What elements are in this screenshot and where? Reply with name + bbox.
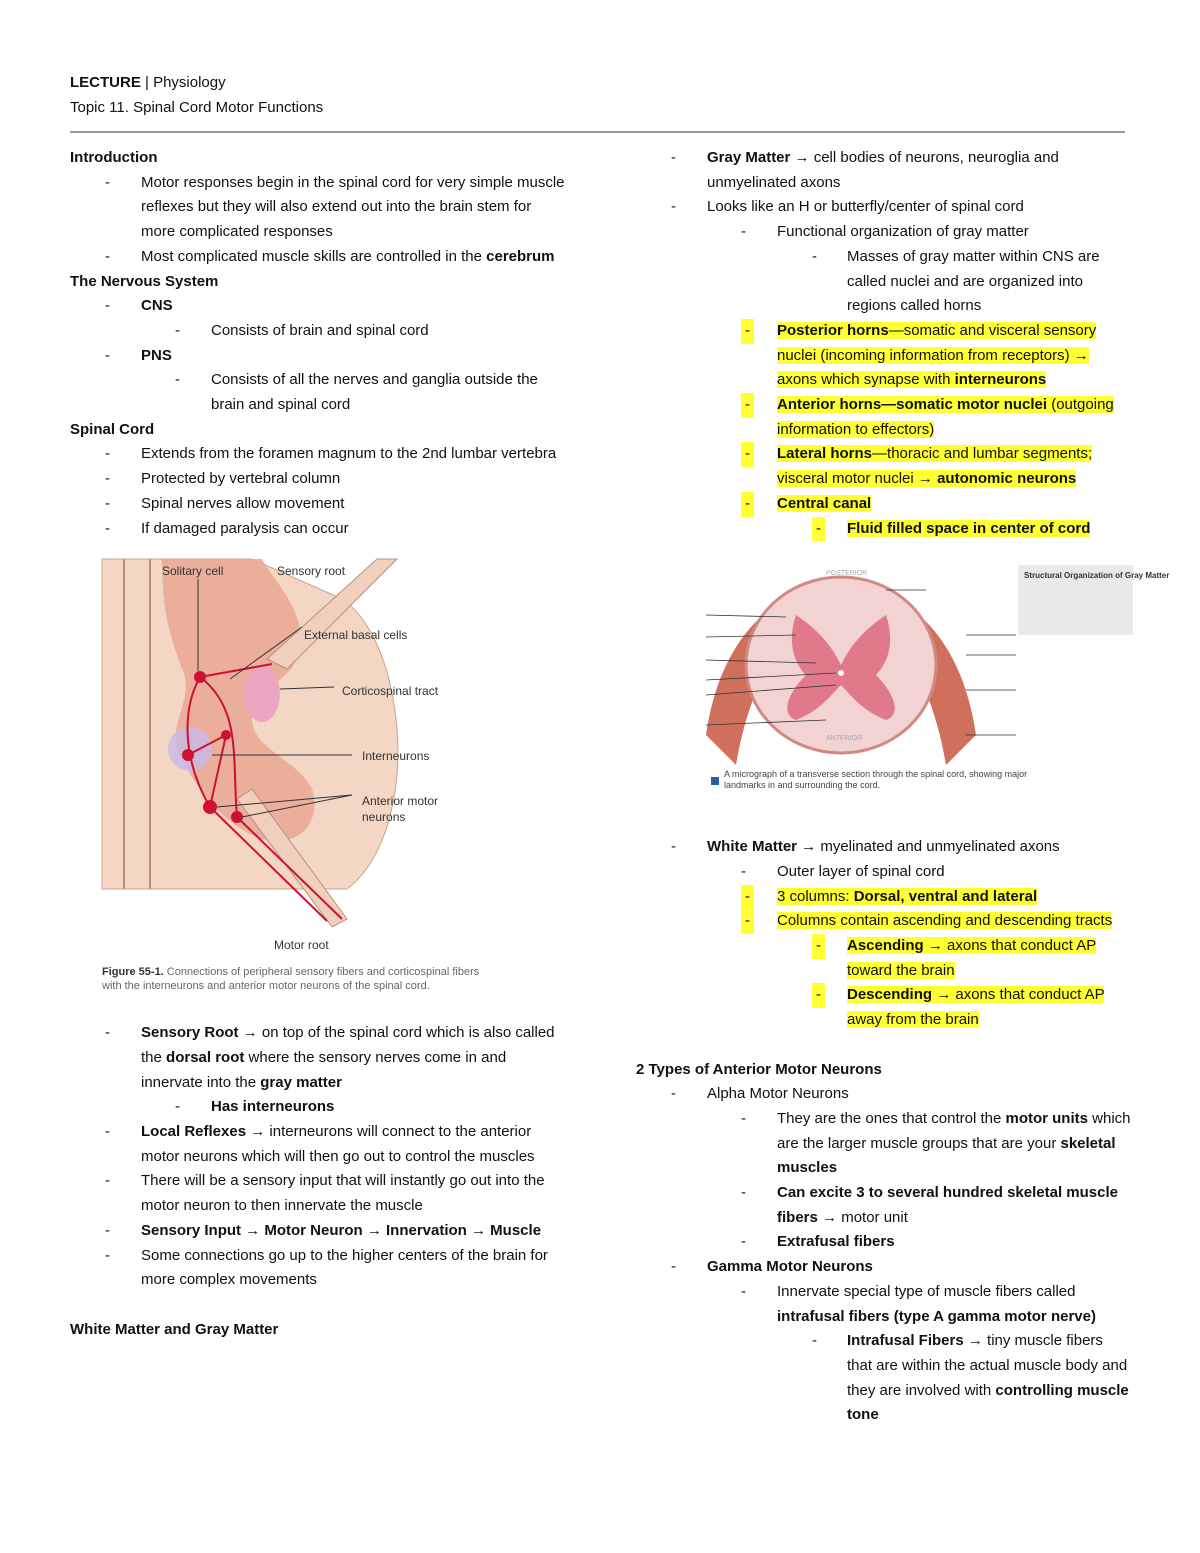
spinal-cord-figure <box>102 559 502 1029</box>
list-item: Central canal <box>777 494 872 512</box>
label-corticospinal: Corticospinal tract <box>342 684 439 699</box>
list-item: Most complicated muscle skills are controlled in the cerebrum <box>141 247 555 265</box>
right-column: - Gray Matter → cell bodies of neurons, neuroglia and unmyelinated axons - Looks like an H or butterfly/center of spinal cord - Functional organization of gray matter - Masses of gray matter within CNS are called nuclei and are organized into regions called horns - Posterior horns—somatic and visceral sensory nuclei (incoming information from receptors) → axons which synapse with interneurons - Anterior horns—somatic motor nuclei (outgoing information to effectors) - Lateral horns—thoracic and lumbar segments; visceral motor nuclei → autonomic neurons - Central canal - Fluid filled space in center of cord Structural Organization of Gray Matter POSTERIOR ANTERIOR A micrograph of a transverse section through the spinal cord, showing major landmarks in and surrounding the cord. - White Matter → myelinated and unmyelinated axons - Outer layer of spinal cord - 3 columns: Dorsal, ventral and lateral - Columns contain ascending and descending tracts - Ascending → axons that conduct AP toward the brain - Descending → axons that conduct AP away from the brain 2 Types of Anterior Motor Neurons - Alpha Motor Neurons - They are the ones that control the motor units which are the larger muscle groups that are your skeletal muscles - Can excite 3 to several hundred skeletal muscle fibers → motor unit - Extrafusal fibers - Gamma Motor Neurons - Innervate special type of muscle fibers called intrafusal fibers (type A gamma motor nerve) - Intrafusal Fibers → tiny muscle fibers that are within the actual muscle body and they are involved with controlling muscle tone <box>636 146 1131 1428</box>
list-item: CNS <box>141 297 173 315</box>
lecture-label: LECTURE <box>70 74 141 91</box>
list-item: Extrafusal fibers <box>777 1233 895 1251</box>
list-item: Outer layer of spinal cord <box>777 862 945 880</box>
list-item: Descending → axons that conduct AP away from the brain <box>847 986 1105 1029</box>
list-item: Local Reflexes → interneurons will connect to the anterior motor neurons which will then go out to control the muscles <box>141 1123 535 1165</box>
list-item: Gamma Motor Neurons <box>707 1258 873 1276</box>
label-external-basal: External basal cells <box>304 628 408 643</box>
list-item: Functional organization of gray matter <box>777 223 1029 241</box>
list-item: Sensory Input → Motor Neuron → Innervation → Muscle <box>141 1221 542 1239</box>
micrograph-caption: A micrograph of a transverse section through the spinal cord, showing major landmarks in and surrounding the cord. <box>724 769 1028 791</box>
list-item: Protected by vertebral column <box>141 470 341 488</box>
spinal-cord-diagram <box>102 559 502 999</box>
list-item: Sensory Root → on top of the spinal cord which is also called the dorsal root where the sensory nerves come in and innervate into the gray matter <box>141 1024 555 1091</box>
list-item: Anterior horns—somatic motor nuclei (outgoing information to effectors) <box>777 396 1114 438</box>
section-heading: 2 Types of Anterior Motor Neurons <box>636 1060 882 1078</box>
list-item: Some connections go up to the higher centers of the brain for more complex movements <box>141 1246 548 1289</box>
list-item: Columns contain ascending and descending tracts <box>777 912 1113 930</box>
section-heading: Introduction <box>70 149 158 166</box>
box-title: Structural Organization of Gray Matter <box>1024 571 1170 581</box>
figure-caption: Figure 55-1. Connections of peripheral sensory fibers and corticospinal fibers with the interneurons and anterior motor neurons of the spinal cord. <box>102 966 480 993</box>
label-solitary-cell: Solitary cell <box>162 564 224 579</box>
list-item: Extends from the foramen magnum to the 2nd lumbar vertebra <box>141 445 557 463</box>
section-heading: Spinal Cord <box>70 420 155 438</box>
list-item: Intrafusal Fibers → tiny muscle fibers that are within the actual muscle body and they are involved with controlling muscle tone <box>847 1332 1129 1424</box>
list-item: Has interneurons <box>211 1098 335 1116</box>
section-heading: White Matter and Gray Matter <box>70 1320 279 1338</box>
label-neurons: neurons <box>362 810 406 825</box>
list-item: White Matter → myelinated and unmyelinated axons <box>707 838 1060 856</box>
list-item: Ascending → axons that conduct AP toward the brain <box>847 937 1097 979</box>
page-header: LECTURE | Physiology Topic 11. Spinal Cord Motor Functions <box>70 70 323 120</box>
list-item: There will be a sensory input that will instantly go out into the motor neuron to then innervate the muscle <box>141 1172 545 1215</box>
label-anterior: ANTERIOR <box>826 735 863 743</box>
list-item: Alpha Motor Neurons <box>707 1085 849 1103</box>
list-item: Can excite 3 to several hundred skeletal muscle fibers → motor unit <box>777 1184 1118 1226</box>
list-item: Gray Matter → cell bodies of neurons, neuroglia and unmyelinated axons <box>707 149 1059 191</box>
label-sensory-root: Sensory root <box>277 564 346 579</box>
list-item: 3 columns: Dorsal, ventral and lateral <box>777 887 1038 905</box>
label-posterior: POSTERIOR <box>826 570 868 578</box>
list-item: Fluid filled space in center of cord <box>847 519 1091 537</box>
topic-title: Topic 11. Spinal Cord Motor Functions <box>70 99 324 116</box>
header-rule <box>70 131 1125 133</box>
list-item: Innervate special type of muscle fibers called intrafusal fibers (type A gamma motor nerve) <box>777 1282 1096 1325</box>
list-item: If damaged paralysis can occur <box>141 519 349 537</box>
section-heading: The Nervous System <box>70 272 219 290</box>
list-item: Consists of all the nerves and ganglia outside the brain and spinal cord <box>211 371 538 414</box>
label-interneurons: Interneurons <box>362 749 430 764</box>
list-item: Posterior horns—somatic and visceral sensory nuclei (incoming information from receptors) → axons which synapse with interneurons <box>777 321 1097 389</box>
list-item: Motor responses begin in the spinal cord for very simple muscle reflexes but they will also extend out into the brain stem for more complicated responses <box>141 173 565 241</box>
left-column: Introduction - Motor responses begin in the spinal cord for very simple muscle reflexes but they will also extend out into the brain stem for more complicated responses - Most complicated muscle skills are controlled in the cerebrum The Nervous System - CNS - Consists of brain and spinal cord - PNS - Consists of all the nerves and ganglia outside the brain and spinal cord Spinal Cord - Extends from the foramen magnum to the 2nd lumbar vertebra - Protected by vertebral column - Spinal nerves allow movement - If damaged paralysis can occur Solitary cell Sensory root External basal cells Corticospinal tract Interneurons Anterior motor neurons Motor root Figure 55-1. Connections of peripheral sensory fibers and corticospinal fibers with the interneurons and anterior motor neurons of the spinal cord. - Sensory Root → on top of the spinal cord which is also called the dorsal root where the sensory nerves come in and innervate into the gray matter - Has interneurons - Local Reflexes → interneurons will connect to the anterior motor neurons which will then go out to control the muscles - There will be a sensory input that will instantly go out into the motor neuron to then innervate the muscle - Sensory Input → Motor Neuron → Innervation → Muscle - Some connections go up to the higher centers of the brain for more complex movements White Matter and Gray Matter <box>70 146 565 1342</box>
subject: Physiology <box>153 74 226 91</box>
list-item: Masses of gray matter within CNS are called nuclei and are organized into regions called horns <box>847 247 1100 315</box>
list-item: Looks like an H or butterfly/center of spinal cord <box>707 198 1024 216</box>
list-item: PNS <box>141 346 172 364</box>
list-item: They are the ones that control the motor units which are the larger muscle groups that are your skeletal muscles <box>777 1109 1131 1177</box>
list-item: Lateral horns—thoracic and lumbar segments; visceral motor nuclei → autonomic neurons <box>777 445 1093 488</box>
label-anterior-motor: Anterior motor <box>362 794 439 809</box>
label-motor-root: Motor root <box>274 938 329 953</box>
micrograph-figure <box>636 545 1170 815</box>
list-item: Spinal nerves allow movement <box>141 494 345 512</box>
list-item: Consists of brain and spinal cord <box>211 321 429 339</box>
